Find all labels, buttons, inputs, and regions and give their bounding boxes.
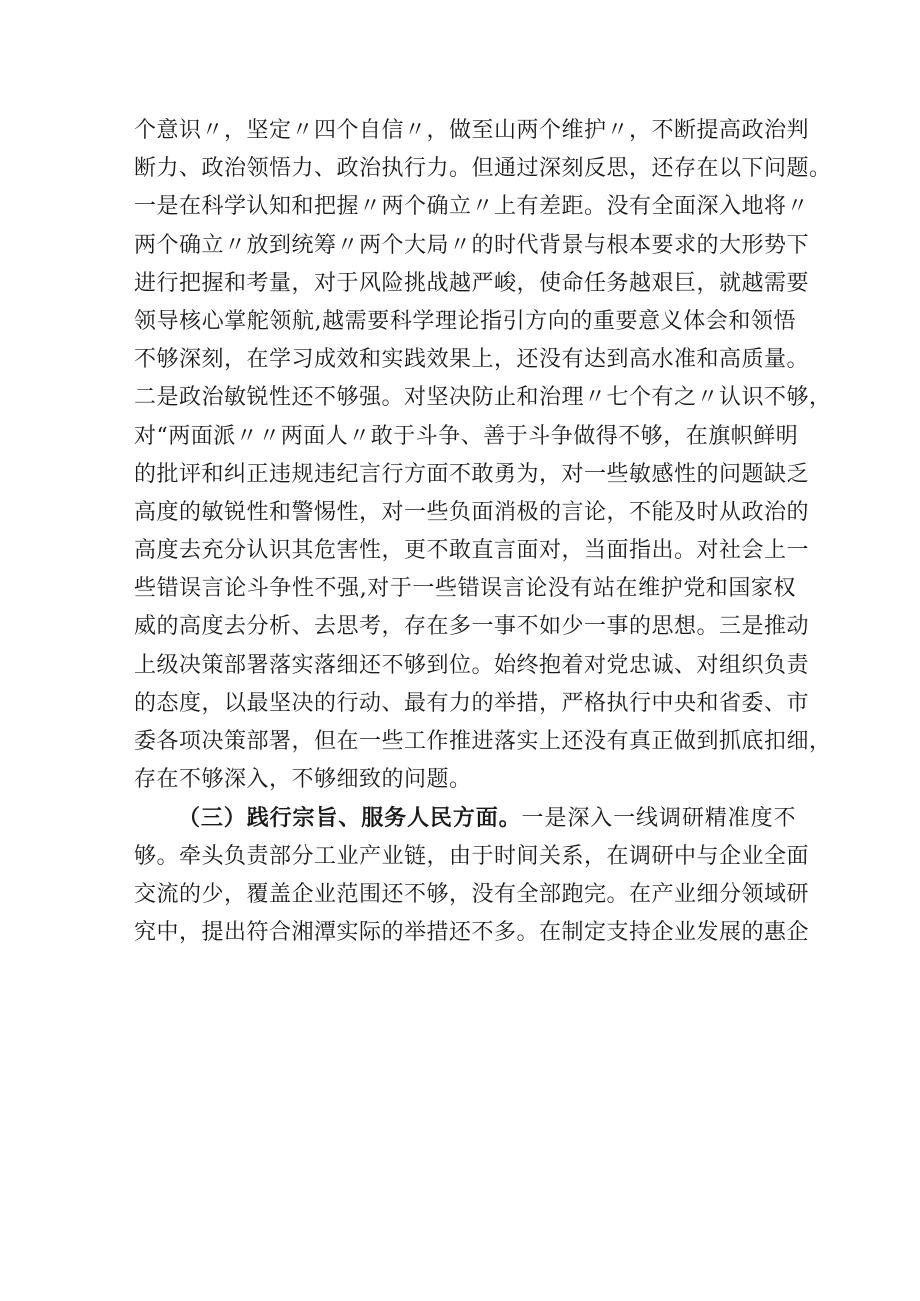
text-line: 不够深刻，在学习成效和实践效果上，还没有达到高水准和高质量。 xyxy=(134,347,810,373)
text-line: 高度的敏锐性和警惕性，对一些负面消极的言论，不能及时从政治的 xyxy=(134,499,810,525)
text-line: 二是政治敏锐性还不够强。对坚决防止和治理〃七个有之〃认识不够， xyxy=(134,385,832,411)
text-line: 高度去充分认识其危害性，更不敢直言面对，当面指出。对社会上一 xyxy=(134,538,810,564)
text-line: 威的高度去分析、去思考，存在多一事不如少一事的思想。三是推动 xyxy=(134,614,810,640)
text-line: 究中，提出符合湘潭实际的举措还不多。在制定支持企业发展的惠企 xyxy=(134,919,810,945)
text-line: 委各项决策部署，但在一些工作推进落实上还没有真正做到抓底扣细， xyxy=(134,729,832,754)
text-line: 些错误言论斗争性不强,对于一些错误言论没有站在维护党和国家权 xyxy=(134,576,796,602)
text-line: 的批评和纠正违规违纪言行方面不敢勇为，对一些敏感性的问题缺乏 xyxy=(134,461,810,487)
text-line: 两个确立〃放到统筹〃两个大局〃的时代背景与根本要求的大形势下 xyxy=(134,232,810,258)
document-page xyxy=(134,112,832,952)
section-heading: （三）践行宗旨、服务人民方面。 xyxy=(178,805,522,832)
text-line: 够。牵头负责部分工业产业链，由于时间关系，在调研中与企业全面 xyxy=(134,843,810,869)
text-line: 对“两面派〃〃两面人〃敢于斗争、善于斗争做得不够，在旗帜鲜明 xyxy=(134,423,799,449)
section-first-line xyxy=(134,799,796,837)
text-line: 领导核心掌舵领航,越需要科学理论指引方向的重要意义体会和领悟 xyxy=(134,308,796,334)
text-line: 存在不够深入，不够细致的问题。 xyxy=(134,767,472,793)
paragraph-political-issues xyxy=(134,112,832,799)
paragraph-serve-people xyxy=(134,799,810,952)
text-line: 上级决策部署落实落细还不够到位。始终抱着对党忠诚、对组织负责 xyxy=(134,652,810,678)
text-line: 断力、政治领悟力、政治执行力。但通过深刻反思，还存在以下问题。 xyxy=(134,156,832,182)
text-line: 交流的少，覆盖企业范围还不够，没有全部跑完。在产业细分领域研 xyxy=(134,881,810,907)
text-line: 进行把握和考量，对于风险挑战越严峻，使命任务越艰巨，就越需要 xyxy=(134,270,810,296)
text-line: 的态度，以最坚决的行动、最有力的举措，严格执行中央和省委、市 xyxy=(134,690,810,716)
text-line: 一是在科学认知和把握〃两个确立〃上有差距。没有全面深入地将〃 xyxy=(134,194,810,220)
text-line: 个意识〃，坚定〃四个自信〃，做至山两个维护〃，不断提高政治判 xyxy=(134,118,810,143)
section-first-line-text: 一是深入一线调研精准度不 xyxy=(521,806,796,832)
